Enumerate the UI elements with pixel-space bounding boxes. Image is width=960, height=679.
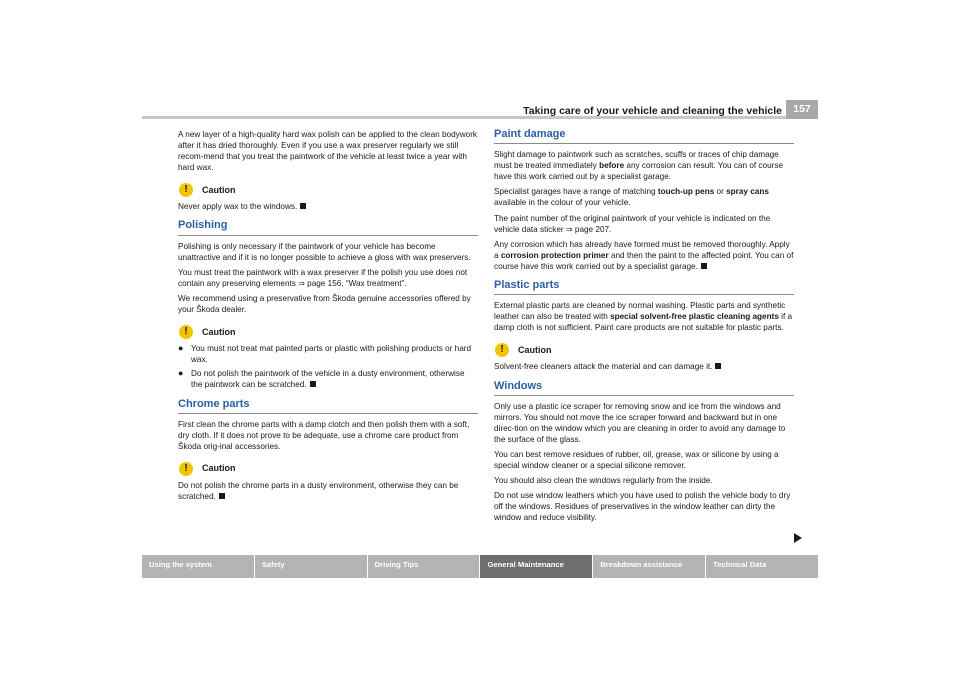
caution-label: Caution [202, 463, 236, 474]
bullet-text [191, 368, 478, 390]
nav-tab-using-the-system[interactable]: Using the system [142, 555, 254, 578]
bullet-item [178, 368, 478, 390]
plastic-paragraph [494, 300, 794, 333]
bullet-text-content: Do not polish the paintwork of the vehicle in a dusty environment, otherwise the paintwork can be scratched. [191, 369, 465, 390]
paint-p2-bold-touch-up: touch-up pens [657, 187, 715, 197]
paint-paragraph-4 [494, 239, 794, 272]
end-mark [300, 203, 306, 209]
windows-paragraph-2: You can best remove residues of rubber, oil, grease, wax or silicone by using a special window cleaner or a special silicone remover. [494, 449, 779, 471]
warning-icon: ! [495, 343, 509, 357]
polishing-paragraph-3: We recommend using a preservative from Škoda genuine accessories offered by your Škoda dealer. [178, 293, 471, 315]
paint-p2-bold-spray: spray cans [726, 187, 769, 197]
paint-p4-text: Any corrosion which has already have formed must be removed thoroughly. Apply a [494, 239, 790, 260]
plastic-p1-text: External plastic parts are cleaned by normal washing. Plastic parts and synthetic leather can also be treated with [494, 301, 786, 322]
plastic-p1-text-end: if a damp cloth is not sufficient. Paint care products are not suitable for plastic parts. [494, 312, 793, 333]
caution-label: Caution [518, 344, 552, 355]
paint-p2-or: or [714, 187, 727, 197]
caution-block [178, 324, 478, 340]
polishing-paragraph-2 [178, 267, 478, 289]
plastic-p1-bold: special solvent-free plastic cleaning agents [610, 312, 779, 322]
caution-label: Caution [202, 326, 236, 337]
bullet-icon: ● [178, 343, 184, 354]
nav-tab-safety[interactable]: Safety [255, 555, 367, 578]
nav-tab-driving-tips[interactable]: Driving Tips [368, 555, 480, 578]
left-column [178, 129, 478, 506]
paint-p2-text-end: available in the colour of your vehicle. [494, 198, 631, 208]
arrow-right-icon: ⇒ [298, 278, 305, 288]
arrow-right-icon: ⇒ [565, 224, 573, 234]
section-heading-paint-damage: Paint damage [494, 129, 794, 144]
paint-p3-text: The paint number of the original paintwork of your vehicle is indicated on the vehicle data sticker [494, 213, 771, 234]
paint-p4-bold: corrosion protection primer [500, 250, 609, 260]
paint-p1-text-end: any corrosion can result. You can of course have this work carried out by a specialist garage. [494, 161, 783, 182]
end-mark [715, 363, 721, 369]
next-page-arrow-icon[interactable] [794, 533, 802, 543]
windows-paragraph-1: Only use a plastic ice scraper for removing snow and ice from the windows and mirrors. You should not move the ice scraper forward and backward but in one direc-tion on the window which you are cleaning in order to avoid any damage to the surface of the glass. [494, 401, 786, 444]
nav-tab-general-maintenance[interactable]: General Maintenance [480, 555, 592, 578]
page-header-title: Taking care of your vehicle and cleaning the vehicle [523, 105, 782, 117]
bullet-icon: ● [178, 368, 184, 379]
page-number: 157 [786, 100, 818, 119]
nav-tab-technical-data[interactable]: Technical Data [706, 555, 818, 578]
chapter-nav-bar [142, 555, 818, 578]
paint-p3-link[interactable]: page 207. [572, 224, 612, 234]
paint-paragraph-3 [494, 213, 794, 235]
caution-block [178, 461, 478, 477]
bullet-item [178, 343, 478, 365]
section-heading-chrome-parts: Chrome parts [178, 399, 478, 414]
warning-icon: ! [179, 325, 193, 339]
paint-p1-text: Slight damage to paintwork such as scratches, scuffs or traces of chip damage must be treated immediately [494, 150, 779, 171]
caution-text [178, 480, 478, 502]
caution-block [178, 182, 478, 198]
section-heading-plastic-parts: Plastic parts [494, 280, 794, 295]
bullet-text: You must not treat mat painted parts or plastic with polishing products or hard wax. [191, 344, 472, 365]
paint-p1-bold: before [599, 161, 625, 171]
warning-icon: ! [179, 183, 193, 197]
caution-text-content: Solvent-free cleaners attack the material and can damage it. [494, 362, 713, 372]
paint-paragraph-1 [494, 149, 794, 182]
end-mark [701, 263, 707, 269]
windows-paragraph-3: You should also clean the windows regularly from the inside. [494, 476, 713, 486]
caution-text [178, 201, 478, 212]
end-mark [310, 381, 316, 387]
warning-icon: ! [179, 462, 193, 476]
wax-intro-paragraph: A new layer of a high-quality hard wax polish can be applied to the clean bodywork after it has dried thoroughly. Even if you use a wax preserver regularly we still recom-mend that you treat the paintwork of the vehicle at least twice a year with hard wax. [178, 130, 478, 173]
polishing-p2-link[interactable]: page 156, “Wax treatment”. [304, 278, 407, 288]
polishing-p2-text: You must treat the paintwork with a wax preserver if the polish you use does not contain any preserving elements [178, 267, 468, 288]
right-column [494, 129, 794, 528]
caution-block [494, 342, 794, 358]
section-heading-windows: Windows [494, 381, 794, 396]
polishing-paragraph-1: Polishing is only necessary if the paintwork of your vehicle has become unattractive and if it is no longer possible to achieve a gloss with wax preservers. [178, 241, 471, 262]
caution-text-content: Never apply wax to the windows. [178, 202, 298, 212]
paint-paragraph-2 [494, 186, 794, 208]
caution-text-content: Do not polish the chrome parts in a dusty environment, otherwise they can be scratched. [178, 480, 459, 501]
paint-p4-text-end: and then the paint to the affected point. You can of course have this work carried out by a specialist garage. [494, 250, 794, 271]
chrome-paragraph: First clean the chrome parts with a damp clotch and then polish them with a soft, dry cloth. If it does not prove to be adequate, use a chrome care product from Škoda orig-inal accessories. [178, 419, 470, 451]
end-mark [219, 493, 225, 499]
windows-paragraph-4: Do not use window leathers which you have used to polish the vehicle body to dry off the windows. Residues of preservatives in the window leather can dirty the window and reduce visibility. [494, 491, 791, 523]
nav-tab-breakdown-assistance[interactable]: Breakdown assistance [593, 555, 705, 578]
section-heading-polishing: Polishing [178, 220, 478, 235]
caution-text [494, 361, 794, 372]
caution-label: Caution [202, 184, 236, 195]
paint-p2-text: Specialist garages have a range of matching [494, 187, 658, 197]
